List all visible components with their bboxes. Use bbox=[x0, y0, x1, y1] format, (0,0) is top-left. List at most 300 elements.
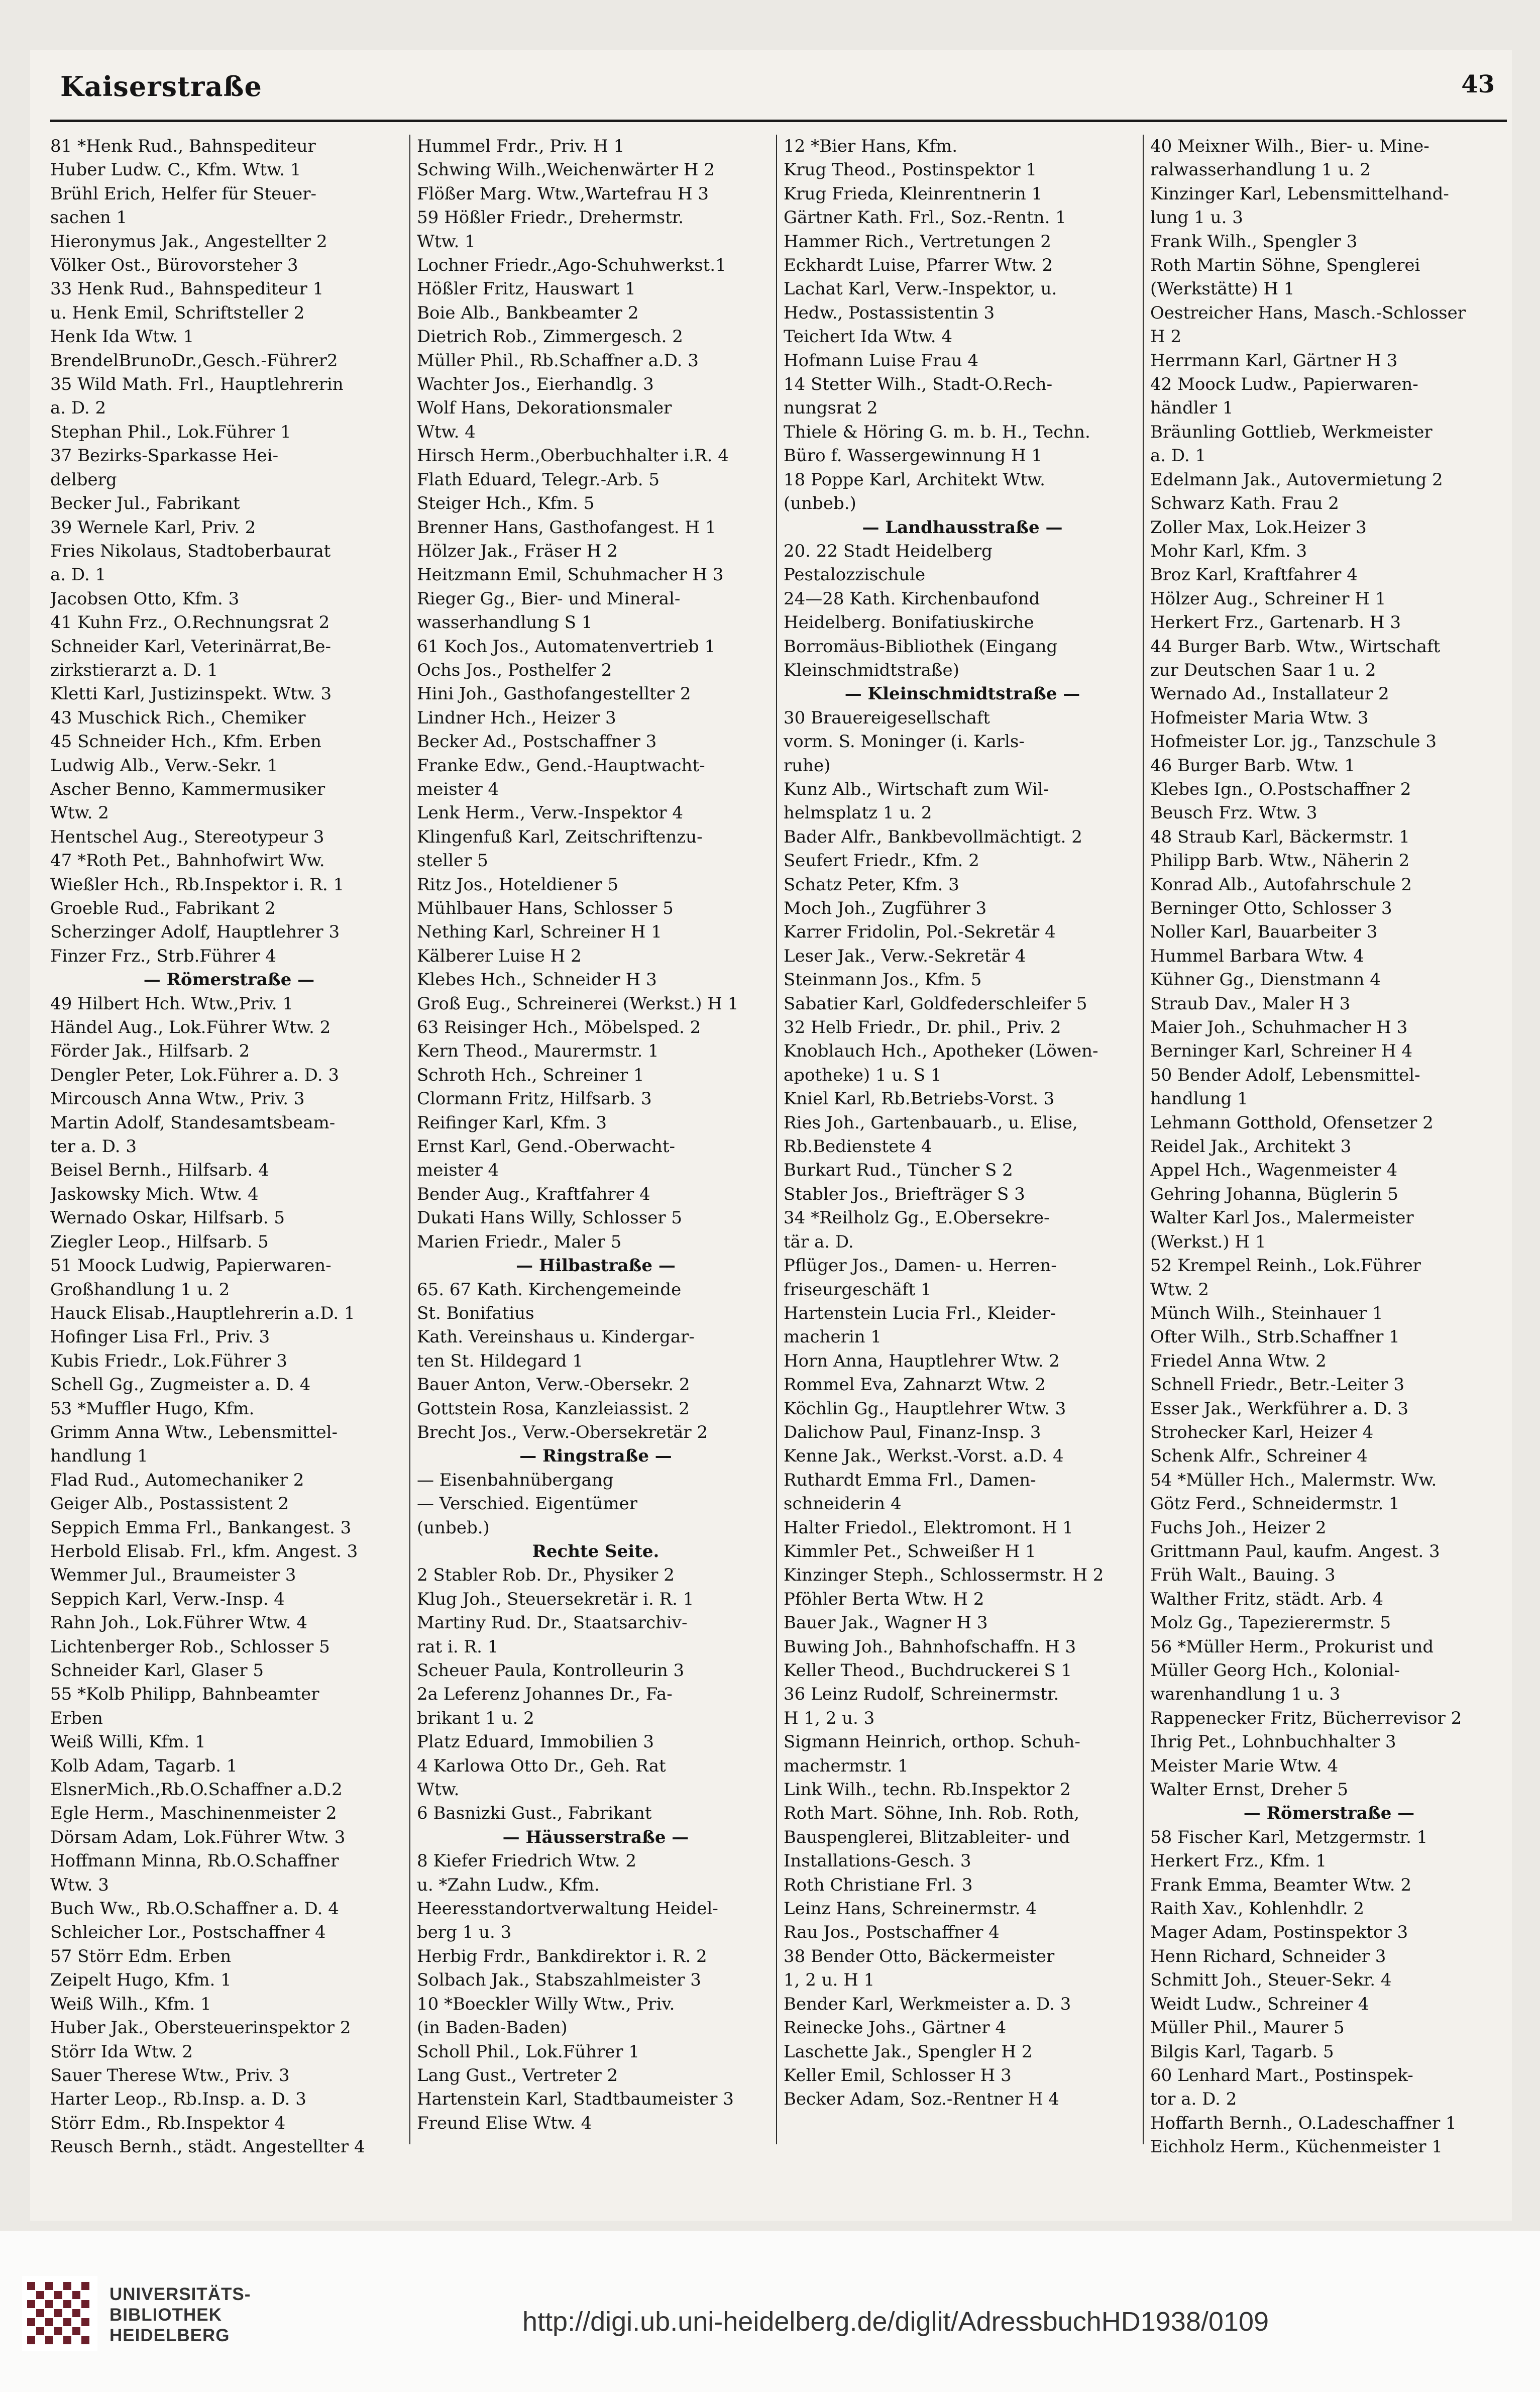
directory-entry-line: Sigmann Heinrich, orthop. Schuh- bbox=[784, 1732, 1080, 1752]
directory-entry-line: Hummel Barbara Wtw. 4 bbox=[1150, 946, 1364, 966]
directory-entry-line: Finzer Frz., Strb.Führer 4 bbox=[50, 946, 276, 966]
directory-entry-line: 34 *Reilholz Gg., E.Obersekre- bbox=[784, 1208, 1050, 1228]
directory-entry-line: Rahn Joh., Lok.Führer Wtw. 4 bbox=[50, 1613, 307, 1633]
directory-entry-line: 14 Stetter Wilh., Stadt-O.Rech- bbox=[784, 374, 1053, 395]
directory-entry-line: Kinzinger Steph., Schlossermstr. H 2 bbox=[784, 1565, 1104, 1586]
directory-entry-line: Esser Jak., Werkführer a. D. 3 bbox=[1150, 1398, 1408, 1419]
directory-entry-line: H 1, 2 u. 3 bbox=[784, 1708, 875, 1728]
directory-entry-line: Boie Alb., Bankbeamter 2 bbox=[417, 302, 639, 323]
directory-entry-line: Borromäus-Bibliothek (Eingang bbox=[784, 636, 1058, 657]
directory-entry-line: 54 *Müller Hch., Malermstr. Ww. bbox=[1150, 1470, 1437, 1490]
directory-entry-line: Ritz Jos., Hoteldiener 5 bbox=[417, 874, 619, 895]
directory-entry-line: rat i. R. 1 bbox=[417, 1636, 499, 1657]
directory-entry-line: Sauer Therese Wtw., Priv. 3 bbox=[50, 2065, 290, 2086]
directory-entry-line: Grittmann Paul, kaufm. Angest. 3 bbox=[1150, 1541, 1440, 1562]
directory-entry-line: Moch Joh., Zugführer 3 bbox=[784, 898, 987, 918]
directory-entry-line: Karrer Fridolin, Pol.-Sekretär 4 bbox=[784, 922, 1056, 943]
directory-column-2 bbox=[417, 135, 775, 2169]
directory-entry-line: 56 *Müller Herm., Prokurist und bbox=[1150, 1636, 1434, 1657]
directory-entry-line: Hoffmann Minna, Rb.O.Schaffner bbox=[50, 1851, 339, 1871]
directory-entry-line: 35 Wild Math. Frl., Hauptlehrerin bbox=[50, 374, 344, 395]
directory-entry-line: zirkstierarzt a. D. 1 bbox=[50, 660, 218, 680]
directory-entry-line: Rb.Bedienstete 4 bbox=[784, 1136, 932, 1157]
directory-entry-line: 48 Straub Karl, Bäckermstr. 1 bbox=[1150, 826, 1410, 847]
directory-entry-line: 43 Muschick Rich., Chemiker bbox=[50, 707, 306, 728]
street-section-heading: — Landhausstraße — bbox=[862, 517, 1063, 538]
directory-entry-line: Kinzinger Karl, Lebensmittelhand- bbox=[1150, 183, 1449, 204]
directory-entry-line: 63 Reisinger Hch., Möbelsped. 2 bbox=[417, 1017, 701, 1038]
directory-entry-line: Erben bbox=[50, 1708, 103, 1728]
directory-entry-line: Störr Ida Wtw. 2 bbox=[50, 2041, 193, 2062]
directory-entry-line: Frank Wilh., Spengler 3 bbox=[1150, 231, 1358, 252]
directory-entry-line: (Werkstätte) H 1 bbox=[1150, 279, 1295, 299]
directory-entry-line: Walther Fritz, städt. Arb. 4 bbox=[1150, 1589, 1384, 1609]
directory-entry-line: Link Wilh., techn. Rb.Inspektor 2 bbox=[784, 1780, 1071, 1800]
directory-entry-line: Krug Frieda, Kleinrentnerin 1 bbox=[784, 183, 1043, 204]
directory-entry-line: Ries Joh., Gartenbauarb., u. Elise, bbox=[784, 1112, 1078, 1133]
directory-entry-line: Bender Karl, Werkmeister a. D. 3 bbox=[784, 1994, 1071, 2014]
digital-copy-url-link[interactable]: http://digi.ub.uni-heidelberg.de/diglit/AdressbuchHD1938/0109 bbox=[522, 2307, 1269, 2337]
directory-entry-line: Weiß Willi, Kfm. 1 bbox=[50, 1732, 206, 1752]
directory-entry-line: Roth Christiane Frl. 3 bbox=[784, 1875, 973, 1895]
directory-entry-line: Reinecke Johs., Gärtner 4 bbox=[784, 2018, 1007, 2038]
directory-entry-line: Brenner Hans, Gasthofangest. H 1 bbox=[417, 517, 716, 538]
directory-entry-line: Schleicher Lor., Postschaffner 4 bbox=[50, 1922, 326, 1943]
directory-entry-line: 81 *Henk Rud., Bahnspediteur bbox=[50, 136, 316, 156]
directory-entry-line: Groeble Rud., Fabrikant 2 bbox=[50, 898, 276, 918]
directory-entry-line: Reusch Bernh., städt. Angestellter 4 bbox=[50, 2137, 365, 2157]
directory-entry-line: Steiger Hch., Kfm. 5 bbox=[417, 493, 595, 514]
directory-entry-line: Völker Ost., Bürovorsteher 3 bbox=[50, 255, 298, 276]
directory-entry-line: berg 1 u. 3 bbox=[417, 1922, 512, 1943]
directory-entry-line: Becker Adam, Soz.-Rentner H 4 bbox=[784, 2089, 1059, 2110]
directory-entry-line: Kolb Adam, Tagarb. 1 bbox=[50, 1755, 238, 1776]
directory-entry-line: brikant 1 u. 2 bbox=[417, 1708, 534, 1728]
directory-entry-line: Heeresstandortverwaltung Heidel- bbox=[417, 1899, 718, 1919]
directory-entry-line: helmsplatz 1 u. 2 bbox=[784, 803, 932, 823]
directory-entry-line: (in Baden-Baden) bbox=[417, 2018, 568, 2038]
directory-entry-line: meister 4 bbox=[417, 1160, 499, 1181]
directory-entry-line: Walter Karl Jos., Malermeister bbox=[1150, 1208, 1414, 1228]
library-footer bbox=[0, 2231, 1540, 2392]
street-section-heading: — Römerstraße — bbox=[143, 970, 315, 990]
directory-entry-line: 40 Meixner Wilh., Bier- u. Mine- bbox=[1150, 136, 1429, 156]
directory-entry-line: 38 Bender Otto, Bäckermeister bbox=[784, 1946, 1055, 1966]
directory-entry-line: 1, 2 u. H 1 bbox=[784, 1970, 875, 1991]
directory-entry-line: Groß Eug., Schreinerei (Werkst.) H 1 bbox=[417, 993, 739, 1014]
directory-entry-line: H 2 bbox=[1150, 327, 1182, 347]
directory-entry-line: Friedel Anna Wtw. 2 bbox=[1150, 1350, 1327, 1371]
directory-entry-line: Mohr Karl, Kfm. 3 bbox=[1150, 541, 1307, 561]
university-library-logo-icon bbox=[22, 2276, 97, 2351]
directory-entry-line: Teichert Ida Wtw. 4 bbox=[784, 327, 953, 347]
directory-entry-line: Wtw. 2 bbox=[1150, 1279, 1209, 1300]
directory-entry-line: Pföhler Berta Wtw. H 2 bbox=[784, 1589, 984, 1609]
directory-entry-line: Franke Edw., Gend.-Hauptwacht- bbox=[417, 755, 705, 776]
column-divider bbox=[776, 135, 777, 2144]
directory-entry-line: Nething Karl, Schreiner H 1 bbox=[417, 922, 662, 943]
directory-entry-line: Strohecker Karl, Heizer 4 bbox=[1150, 1422, 1374, 1442]
directory-entry-line: Bauspenglerei, Blitzableiter- und bbox=[784, 1827, 1070, 1847]
directory-entry-line: Wtw. bbox=[417, 1780, 460, 1800]
street-section-heading: Rechte Seite. bbox=[532, 1541, 659, 1562]
directory-entry-line: 50 Bender Adolf, Lebensmittel- bbox=[1150, 1065, 1420, 1085]
directory-entry-line: Berninger Otto, Schlosser 3 bbox=[1150, 898, 1392, 918]
directory-entry-line: Kleinschmidtstraße) bbox=[784, 660, 959, 680]
directory-entry-line: Beusch Frz. Wtw. 3 bbox=[1150, 803, 1317, 823]
directory-entry-line: Herbold Elisab. Frl., kfm. Angest. 3 bbox=[50, 1541, 358, 1562]
directory-entry-line: Mühlbauer Hans, Schlosser 5 bbox=[417, 898, 674, 918]
directory-entry-line: Schenk Alfr., Schreiner 4 bbox=[1150, 1446, 1368, 1467]
directory-entry-line: Oestreicher Hans, Masch.-Schlosser bbox=[1150, 302, 1466, 323]
directory-entry-line: delberg bbox=[50, 469, 117, 490]
directory-entry-line: Installations-Gesch. 3 bbox=[784, 1851, 971, 1871]
directory-entry-line: Maier Joh., Schuhmacher H 3 bbox=[1150, 1017, 1408, 1038]
directory-entry-line: Schneider Karl, Glaser 5 bbox=[50, 1660, 264, 1681]
page-header-street: Kaiserstraße bbox=[60, 70, 262, 102]
directory-entry-line: Weidt Ludw., Schreiner 4 bbox=[1150, 1994, 1369, 2014]
directory-entry-line: ruhe) bbox=[784, 755, 831, 776]
street-section-heading: — Ringstraße — bbox=[519, 1446, 672, 1467]
directory-column-1 bbox=[50, 135, 408, 2169]
directory-entry-line: Hofinger Lisa Frl., Priv. 3 bbox=[50, 1327, 270, 1347]
directory-entry-line: Ludwig Alb., Verw.-Sekr. 1 bbox=[50, 755, 278, 776]
directory-entry-line: warenhandlung 1 u. 3 bbox=[1150, 1684, 1341, 1705]
directory-entry-line: Bender Aug., Kraftfahrer 4 bbox=[417, 1184, 650, 1204]
directory-entry-line: Buwing Joh., Bahnhofschaffn. H 3 bbox=[784, 1636, 1076, 1657]
directory-entry-line: Wießler Hch., Rb.Inspektor i. R. 1 bbox=[50, 874, 345, 895]
directory-entry-line: Hauck Elisab.,Hauptlehrerin a.D. 1 bbox=[50, 1303, 355, 1323]
directory-entry-line: Bauer Anton, Verw.-Obersekr. 2 bbox=[417, 1375, 690, 1395]
directory-entry-line: Kubis Friedr., Lok.Führer 3 bbox=[50, 1350, 287, 1371]
directory-entry-line: Klug Joh., Steuersekretär i. R. 1 bbox=[417, 1589, 694, 1609]
page-number: 43 bbox=[1461, 70, 1495, 98]
directory-entry-line: Berninger Karl, Schreiner H 4 bbox=[1150, 1041, 1413, 1062]
directory-entry-line: Hößler Fritz, Hauswart 1 bbox=[417, 279, 636, 299]
directory-entry-line: Lenk Herm., Verw.-Inspektor 4 bbox=[417, 803, 683, 823]
directory-entry-line: Scholl Phil., Lok.Führer 1 bbox=[417, 2041, 640, 2062]
directory-entry-line: Freund Elise Wtw. 4 bbox=[417, 2113, 592, 2133]
directory-entry-line: Ziegler Leop., Hilfsarb. 5 bbox=[50, 1231, 269, 1252]
directory-entry-line: Schneider Karl, Veterinärrat,Be- bbox=[50, 636, 331, 657]
directory-entry-line: Rappenecker Fritz, Bücherrevisor 2 bbox=[1150, 1708, 1462, 1728]
directory-entry-line: macherin 1 bbox=[784, 1327, 882, 1347]
directory-entry-line: Seppich Karl, Verw.-Insp. 4 bbox=[50, 1589, 285, 1609]
directory-entry-line: Dörsam Adam, Lok.Führer Wtw. 3 bbox=[50, 1827, 346, 1847]
directory-entry-line: — Verschied. Eigentümer bbox=[417, 1494, 638, 1514]
directory-entry-line: Roth Mart. Söhne, Inh. Rob. Roth, bbox=[784, 1803, 1080, 1824]
directory-entry-line: Hoffarth Bernh., O.Ladeschaffner 1 bbox=[1150, 2113, 1457, 2133]
directory-entry-line: handlung 1 bbox=[1150, 1089, 1248, 1109]
directory-entry-line: 18 Poppe Karl, Architekt Wtw. bbox=[784, 469, 1045, 490]
directory-entry-line: Hini Joh., Gasthofangestellter 2 bbox=[417, 684, 691, 704]
directory-entry-line: vorm. S. Moninger (i. Karls- bbox=[784, 732, 1025, 752]
directory-entry-line: Meister Marie Wtw. 4 bbox=[1150, 1755, 1339, 1776]
directory-entry-line: Mager Adam, Postinspektor 3 bbox=[1150, 1922, 1408, 1943]
directory-entry-line: Wtw. 1 bbox=[417, 231, 476, 252]
directory-entry-line: 37 Bezirks-Sparkasse Hei- bbox=[50, 446, 279, 466]
directory-entry-line: Hartenstein Karl, Stadtbaumeister 3 bbox=[417, 2089, 734, 2110]
directory-entry-line: 6 Basnizki Gust., Fabrikant bbox=[417, 1803, 652, 1824]
directory-entry-line: Kath. Vereinshaus u. Kindergar- bbox=[417, 1327, 695, 1347]
directory-entry-line: nungsrat 2 bbox=[784, 398, 878, 419]
directory-entry-line: ralwasserhandlung 1 u. 2 bbox=[1150, 160, 1371, 180]
directory-entry-line: Clormann Fritz, Hilfsarb. 3 bbox=[417, 1089, 652, 1109]
directory-entry-line: Müller Phil., Rb.Schaffner a.D. 3 bbox=[417, 350, 699, 371]
directory-entry-line: Hölzer Jak., Fräser H 2 bbox=[417, 541, 618, 561]
directory-entry-line: 2a Leferenz Johannes Dr., Fa- bbox=[417, 1684, 673, 1705]
directory-entry-line: Beisel Bernh., Hilfsarb. 4 bbox=[50, 1160, 269, 1181]
directory-entry-line: Fuchs Joh., Heizer 2 bbox=[1150, 1517, 1327, 1538]
directory-entry-line: ElsnerMich.,Rb.O.Schaffner a.D.2 bbox=[50, 1780, 343, 1800]
directory-entry-line: Philipp Barb. Wtw., Näherin 2 bbox=[1150, 851, 1410, 871]
directory-entry-line: Keller Theod., Buchdruckerei S 1 bbox=[784, 1660, 1072, 1681]
header-rule bbox=[50, 120, 1507, 122]
directory-entry-line: Konrad Alb., Autofahrschule 2 bbox=[1150, 874, 1412, 895]
directory-entry-line: Appel Hch., Wagenmeister 4 bbox=[1150, 1160, 1398, 1181]
directory-entry-line: Reifinger Karl, Kfm. 3 bbox=[417, 1112, 607, 1133]
directory-entry-line: Schroth Hch., Schreiner 1 bbox=[417, 1065, 644, 1085]
directory-entry-line: a. D. 2 bbox=[50, 398, 106, 419]
library-name-line: UNIVERSITÄTS- bbox=[109, 2284, 251, 2304]
directory-entry-line: u. Henk Emil, Schriftsteller 2 bbox=[50, 302, 305, 323]
directory-entry-line: Hieronymus Jak., Angestellter 2 bbox=[50, 231, 327, 252]
directory-entry-line: Eckhardt Luise, Pfarrer Wtw. 2 bbox=[784, 255, 1053, 276]
directory-entry-line: 2 Stabler Rob. Dr., Physiker 2 bbox=[417, 1565, 675, 1586]
directory-entry-line: 20. 22 Stadt Heidelberg bbox=[784, 541, 993, 561]
directory-entry-line: Halter Friedol., Elektromont. H 1 bbox=[784, 1517, 1073, 1538]
directory-entry-line: Heidelberg. Bonifatiuskirche bbox=[784, 612, 1034, 633]
directory-entry-line: Kern Theod., Maurermstr. 1 bbox=[417, 1041, 659, 1062]
directory-entry-line: Hofmeister Maria Wtw. 3 bbox=[1150, 707, 1369, 728]
directory-entry-line: 47 *Roth Pet., Bahnhofwirt Ww. bbox=[50, 851, 325, 871]
directory-entry-line: Grimm Anna Wtw., Lebensmittel- bbox=[50, 1422, 338, 1442]
directory-entry-line: Götz Ferd., Schneidermstr. 1 bbox=[1150, 1494, 1400, 1514]
directory-entry-line: Fries Nikolaus, Stadtoberbaurat bbox=[50, 541, 331, 561]
library-name bbox=[109, 2284, 251, 2346]
directory-entry-line: Gehring Johanna, Büglerin 5 bbox=[1150, 1184, 1398, 1204]
directory-entry-line: u. *Zahn Ludw., Kfm. bbox=[417, 1875, 600, 1895]
directory-entry-line: Steinmann Jos., Kfm. 5 bbox=[784, 970, 982, 990]
directory-entry-line: Schell Gg., Zugmeister a. D. 4 bbox=[50, 1375, 311, 1395]
directory-entry-line: 44 Burger Barb. Wtw., Wirtschaft bbox=[1150, 636, 1441, 657]
directory-entry-line: 60 Lenhard Mart., Postinspek- bbox=[1150, 2065, 1413, 2086]
directory-entry-line: Ofter Wilh., Strb.Schaffner 1 bbox=[1150, 1327, 1400, 1347]
directory-entry-line: Schatz Peter, Kfm. 3 bbox=[784, 874, 959, 895]
directory-entry-line: Herkert Frz., Kfm. 1 bbox=[1150, 1851, 1327, 1871]
directory-entry-line: Flad Rud., Automechaniker 2 bbox=[50, 1470, 304, 1490]
directory-entry-line: Weiß Wilh., Kfm. 1 bbox=[50, 1994, 211, 2014]
directory-entry-line: Dukati Hans Willy, Schlosser 5 bbox=[417, 1208, 683, 1228]
directory-entry-line: Wachter Jos., Eierhandlg. 3 bbox=[417, 374, 654, 395]
directory-entry-line: 57 Störr Edm. Erben bbox=[50, 1946, 232, 1966]
directory-entry-line: Heitzmann Emil, Schuhmacher H 3 bbox=[417, 565, 724, 585]
directory-entry-line: Wtw. 3 bbox=[50, 1875, 109, 1895]
directory-entry-line: Schwing Wilh.,Weichenwärter H 2 bbox=[417, 160, 715, 180]
directory-entry-line: Straub Dav., Maler H 3 bbox=[1150, 993, 1351, 1014]
directory-entry-line: apotheke) 1 u. S 1 bbox=[784, 1065, 942, 1085]
directory-entry-line: Kälberer Luise H 2 bbox=[417, 946, 582, 966]
directory-entry-line: 46 Burger Barb. Wtw. 1 bbox=[1150, 755, 1355, 776]
directory-entry-line: 24—28 Kath. Kirchenbaufond bbox=[784, 588, 1040, 609]
directory-entry-line: Dietrich Rob., Zimmergesch. 2 bbox=[417, 327, 683, 347]
directory-entry-line: Huber Ludw. C., Kfm. Wtw. 1 bbox=[50, 160, 301, 180]
directory-entry-line: Raith Xav., Kohlenhdlr. 2 bbox=[1150, 1899, 1365, 1919]
directory-entry-line: Wernado Oskar, Hilfsarb. 5 bbox=[50, 1208, 285, 1228]
directory-entry-line: 33 Henk Rud., Bahnspediteur 1 bbox=[50, 279, 324, 299]
directory-entry-line: Sabatier Karl, Goldfederschleifer 5 bbox=[784, 993, 1087, 1014]
directory-entry-line: Kniel Karl, Rb.Betriebs-Vorst. 3 bbox=[784, 1089, 1055, 1109]
directory-entry-line: Molz Gg., Tapezierermstr. 5 bbox=[1150, 1613, 1391, 1633]
directory-entry-line: händler 1 bbox=[1150, 398, 1234, 419]
directory-entry-line: Mircousch Anna Wtw., Priv. 3 bbox=[50, 1089, 305, 1109]
directory-entry-line: Zoller Max, Lok.Heizer 3 bbox=[1150, 517, 1367, 538]
street-section-heading: — Römerstraße — bbox=[1243, 1803, 1415, 1824]
directory-entry-line: Knoblauch Hch., Apotheker (Löwen- bbox=[784, 1041, 1098, 1062]
directory-entry-line: Wtw. 2 bbox=[50, 803, 109, 823]
directory-entry-line: Hirsch Herm.,Oberbuchhalter i.R. 4 bbox=[417, 446, 729, 466]
directory-entry-line: 36 Leinz Rudolf, Schreinermstr. bbox=[784, 1684, 1059, 1705]
directory-entry-line: Eichholz Herm., Küchenmeister 1 bbox=[1150, 2137, 1443, 2157]
directory-column-4 bbox=[1150, 135, 1508, 2169]
directory-entry-line: Scherzinger Adolf, Hauptlehrer 3 bbox=[50, 922, 340, 943]
directory-entry-line: St. Bonifatius bbox=[417, 1303, 534, 1323]
directory-entry-line: Lichtenberger Rob., Schlosser 5 bbox=[50, 1636, 330, 1657]
directory-entry-line: 51 Moock Ludwig, Papierwaren- bbox=[50, 1256, 332, 1276]
directory-entry-line: Ochs Jos., Posthelfer 2 bbox=[417, 660, 612, 680]
directory-entry-line: friseurgeschäft 1 bbox=[784, 1279, 932, 1300]
directory-entry-line: 55 *Kolb Philipp, Bahnbeamter bbox=[50, 1684, 319, 1705]
directory-entry-line: 61 Koch Jos., Automatenvertrieb 1 bbox=[417, 636, 716, 657]
directory-entry-line: 53 *Muffler Hugo, Kfm. bbox=[50, 1398, 255, 1419]
directory-entry-line: wasserhandlung S 1 bbox=[417, 612, 593, 633]
directory-entry-line: Köchlin Gg., Hauptlehrer Wtw. 3 bbox=[784, 1398, 1066, 1419]
street-section-heading: — Kleinschmidtstraße — bbox=[844, 684, 1080, 704]
directory-entry-line: Seufert Friedr., Kfm. 2 bbox=[784, 851, 979, 871]
directory-entry-line: Lochner Friedr.,Ago-Schuhwerkst.1 bbox=[417, 255, 726, 276]
directory-entry-line: 52 Krempel Reinh., Lok.Führer bbox=[1150, 1256, 1421, 1276]
directory-entry-line: Martiny Rud. Dr., Staatsarchiv- bbox=[417, 1613, 688, 1633]
directory-entry-line: Huber Jak., Obersteuerinspektor 2 bbox=[50, 2018, 351, 2038]
directory-entry-line: Ruthardt Emma Frl., Damen- bbox=[784, 1470, 1036, 1490]
directory-entry-line: Horn Anna, Hauptlehrer Wtw. 2 bbox=[784, 1350, 1060, 1371]
directory-entry-line: tär a. D. bbox=[784, 1231, 854, 1252]
directory-entry-line: 10 *Boeckler Willy Wtw., Priv. bbox=[417, 1994, 675, 2014]
directory-entry-line: Flößer Marg. Wtw.,Wartefrau H 3 bbox=[417, 183, 709, 204]
directory-entry-line: Kenne Jak., Werkst.-Vorst. a.D. 4 bbox=[784, 1446, 1064, 1467]
directory-entry-line: Hentschel Aug., Stereotypeur 3 bbox=[50, 826, 324, 847]
directory-entry-line: Solbach Jak., Stabszahlmeister 3 bbox=[417, 1970, 701, 1991]
directory-entry-line: Händel Aug., Lok.Führer Wtw. 2 bbox=[50, 1017, 331, 1038]
directory-entry-line: Jacobsen Otto, Kfm. 3 bbox=[50, 588, 240, 609]
directory-entry-line: Hölzer Aug., Schreiner H 1 bbox=[1150, 588, 1386, 609]
column-divider bbox=[409, 135, 410, 2144]
directory-entry-line: 4 Karlowa Otto Dr., Geh. Rat bbox=[417, 1755, 666, 1776]
directory-entry-line: Reidel Jak., Architekt 3 bbox=[1150, 1136, 1352, 1157]
directory-entry-line: Geiger Alb., Postassistent 2 bbox=[50, 1494, 289, 1514]
directory-entry-line: Herrmann Karl, Gärtner H 3 bbox=[1150, 350, 1398, 371]
directory-entry-line: 49 Hilbert Hch. Wtw.,Priv. 1 bbox=[50, 993, 294, 1014]
directory-entry-line: Schmitt Joh., Steuer-Sekr. 4 bbox=[1150, 1970, 1392, 1991]
directory-entry-line: Stephan Phil., Lok.Führer 1 bbox=[50, 422, 291, 442]
directory-entry-line: 41 Kuhn Frz., O.Rechnungsrat 2 bbox=[50, 612, 330, 633]
directory-entry-line: Gottstein Rosa, Kanzleiassist. 2 bbox=[417, 1398, 690, 1419]
directory-entry-line: Wernado Ad., Installateur 2 bbox=[1150, 684, 1389, 704]
directory-entry-line: Frank Emma, Beamter Wtw. 2 bbox=[1150, 1875, 1411, 1895]
directory-entry-line: Dengler Peter, Lok.Führer a. D. 3 bbox=[50, 1065, 339, 1085]
directory-entry-line: 42 Moock Ludw., Papierwaren- bbox=[1150, 374, 1418, 395]
directory-entry-line: Seppich Emma Frl., Bankangest. 3 bbox=[50, 1517, 352, 1538]
directory-entry-line: Bauer Jak., Wagner H 3 bbox=[784, 1613, 988, 1633]
directory-entry-line: Hartenstein Lucia Frl., Kleider- bbox=[784, 1303, 1056, 1323]
directory-entry-line: steller 5 bbox=[417, 851, 488, 871]
directory-entry-line: 58 Fischer Karl, Metzgermstr. 1 bbox=[1150, 1827, 1428, 1847]
directory-entry-line: Klingenfuß Karl, Zeitschriftenzu- bbox=[417, 826, 703, 847]
directory-entry-line: Kimmler Pet., Schweißer H 1 bbox=[784, 1541, 1036, 1562]
directory-entry-line: (unbeb.) bbox=[417, 1517, 490, 1538]
directory-entry-line: Martin Adolf, Standesamtsbeam- bbox=[50, 1112, 336, 1133]
directory-entry-line: Ihrig Pet., Lohnbuchhalter 3 bbox=[1150, 1732, 1396, 1752]
directory-entry-line: Früh Walt., Bauing. 3 bbox=[1150, 1565, 1336, 1586]
directory-entry-line: Kühner Gg., Dienstmann 4 bbox=[1150, 970, 1381, 990]
directory-entry-line: 39 Wernele Karl, Priv. 2 bbox=[50, 517, 256, 538]
directory-entry-line: Lachat Karl, Verw.-Inspektor, u. bbox=[784, 279, 1057, 299]
directory-entry-line: Edelmann Jak., Autovermietung 2 bbox=[1150, 469, 1443, 490]
directory-entry-line: Lehmann Gotthold, Ofensetzer 2 bbox=[1150, 1112, 1434, 1133]
directory-entry-line: Müller Georg Hch., Kolonial- bbox=[1150, 1660, 1400, 1681]
directory-entry-line: Ernst Karl, Gend.-Oberwacht- bbox=[417, 1136, 676, 1157]
directory-entry-line: Pflüger Jos., Damen- u. Herren- bbox=[784, 1256, 1057, 1276]
directory-entry-line: Schnell Friedr., Betr.-Leiter 3 bbox=[1150, 1375, 1404, 1395]
directory-entry-line: a. D. 1 bbox=[1150, 446, 1206, 466]
directory-column-3 bbox=[784, 135, 1141, 2169]
street-section-heading: — Häusserstraße — bbox=[502, 1827, 689, 1847]
directory-entry-line: Münch Wilh., Steinhauer 1 bbox=[1150, 1303, 1383, 1323]
directory-entry-line: Broz Karl, Kraftfahrer 4 bbox=[1150, 565, 1358, 585]
directory-entry-line: Platz Eduard, Immobilien 3 bbox=[417, 1732, 654, 1752]
directory-entry-line: Brecht Jos., Verw.-Obersekretär 2 bbox=[417, 1422, 708, 1442]
directory-entry-line: Kunz Alb., Wirtschaft zum Wil- bbox=[784, 779, 1049, 799]
directory-entry-line: Stabler Jos., Briefträger S 3 bbox=[784, 1184, 1025, 1204]
directory-entry-line: Lang Gust., Vertreter 2 bbox=[417, 2065, 618, 2086]
directory-entry-line: Leser Jak., Verw.-Sekretär 4 bbox=[784, 946, 1026, 966]
library-name-line: HEIDELBERG bbox=[109, 2326, 230, 2345]
directory-entry-line: Wemmer Jul., Braumeister 3 bbox=[50, 1565, 296, 1586]
directory-entry-line: 32 Helb Friedr., Dr. phil., Priv. 2 bbox=[784, 1017, 1061, 1038]
directory-entry-line: Schwarz Kath. Frau 2 bbox=[1150, 493, 1339, 514]
directory-entry-line: Störr Edm., Rb.Inspektor 4 bbox=[50, 2113, 286, 2133]
street-section-heading: — Hilbastraße — bbox=[516, 1256, 676, 1276]
directory-entry-line: Henk Ida Wtw. 1 bbox=[50, 327, 194, 347]
directory-entry-line: (unbeb.) bbox=[784, 493, 856, 514]
directory-entry-line: Wtw. 4 bbox=[417, 422, 476, 442]
directory-entry-line: Dalichow Paul, Finanz-Insp. 3 bbox=[784, 1422, 1041, 1442]
directory-entry-line: handlung 1 bbox=[50, 1446, 148, 1467]
directory-entry-line: zur Deutschen Saar 1 u. 2 bbox=[1150, 660, 1376, 680]
directory-entry-line: Förder Jak., Hilfsarb. 2 bbox=[50, 1041, 250, 1062]
directory-entry-line: Müller Phil., Maurer 5 bbox=[1150, 2018, 1345, 2038]
directory-entry-line: Rieger Gg., Bier- und Mineral- bbox=[417, 588, 681, 609]
directory-entry-line: Wolf Hans, Dekorationsmaler bbox=[417, 398, 672, 419]
directory-entry-line: Gärtner Kath. Frl., Soz.-Rentn. 1 bbox=[784, 207, 1066, 228]
directory-entry-line: Klebes Ign., O.Postschaffner 2 bbox=[1150, 779, 1411, 799]
directory-entry-line: Kletti Karl, Justizinspekt. Wtw. 3 bbox=[50, 684, 332, 704]
directory-entry-line: lung 1 u. 3 bbox=[1150, 207, 1243, 228]
directory-entry-line: Henn Richard, Schneider 3 bbox=[1150, 1946, 1386, 1966]
directory-entry-line: Hofmann Luise Frau 4 bbox=[784, 350, 978, 371]
directory-entry-line: 65. 67 Kath. Kirchengemeinde bbox=[417, 1279, 682, 1300]
directory-entry-line: Hedw., Postassistentin 3 bbox=[784, 302, 995, 323]
